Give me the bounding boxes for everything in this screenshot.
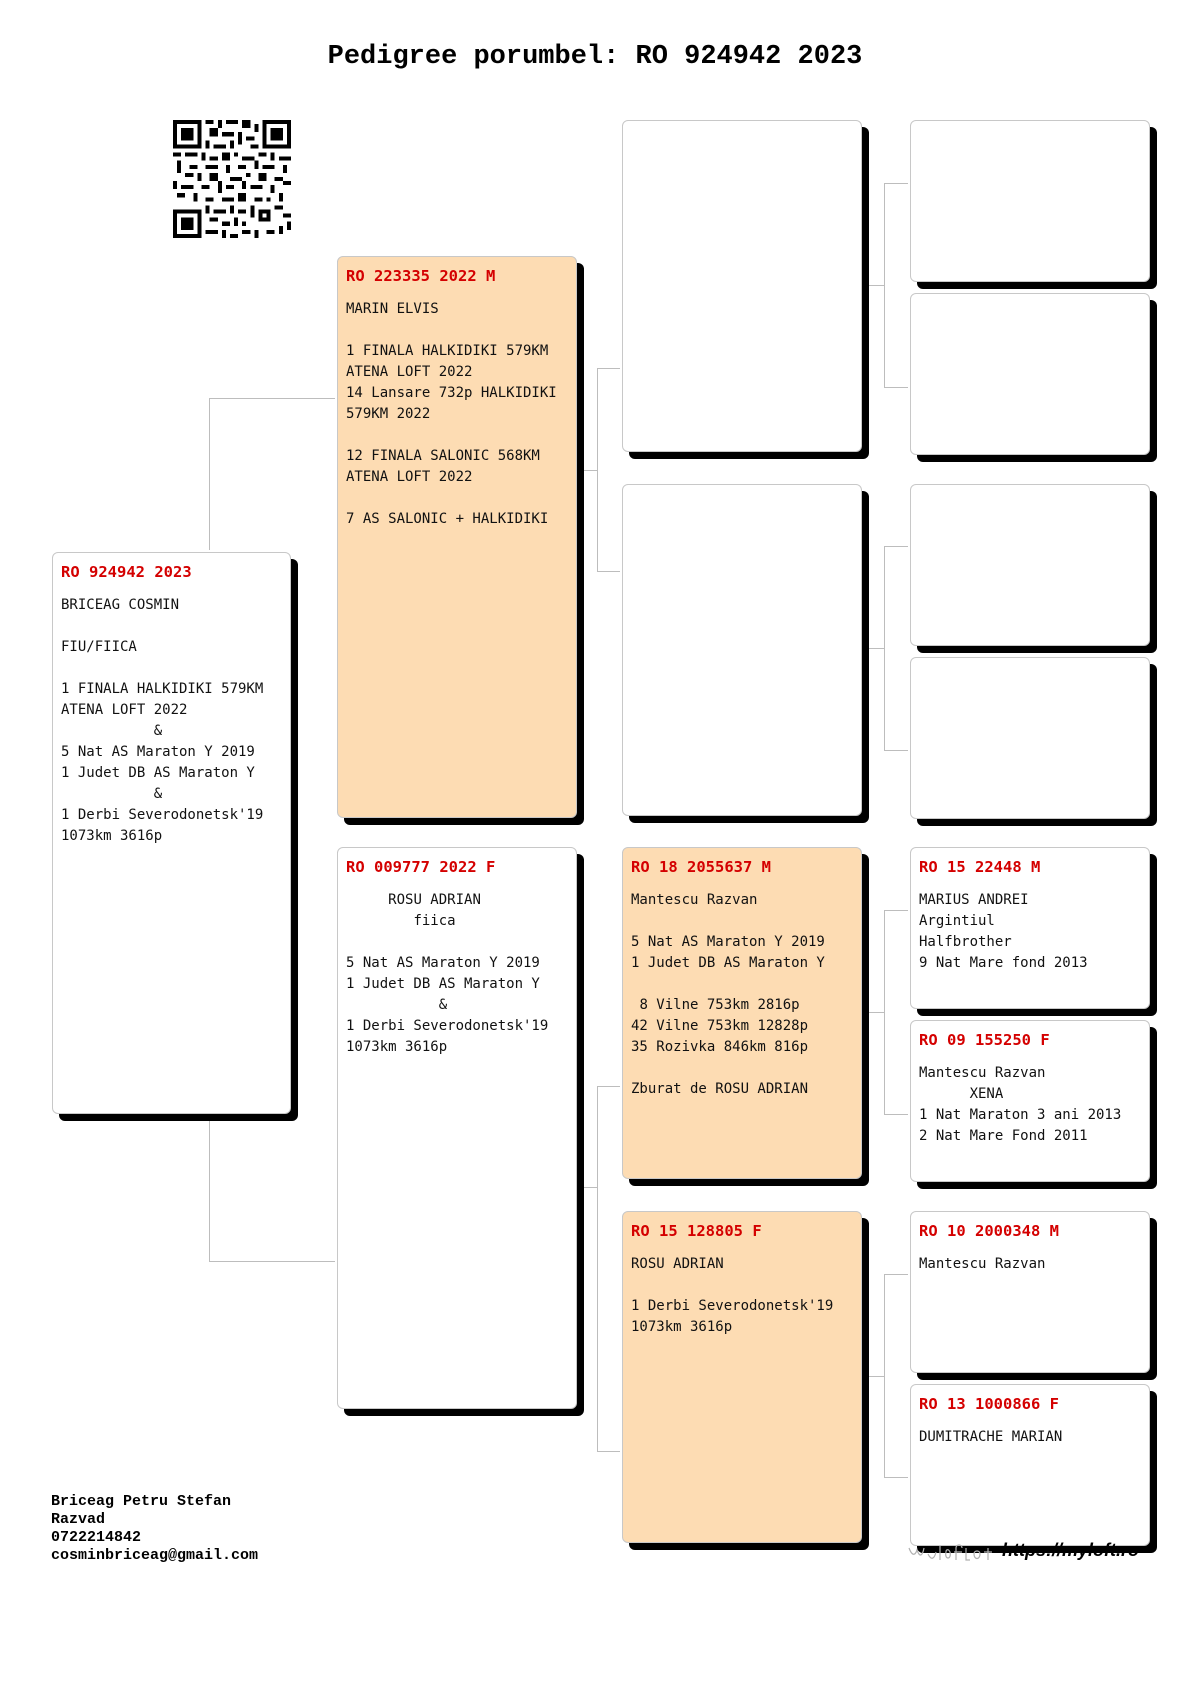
dd-sire-ring: RO 10 2000348 M [919,1222,1059,1240]
owner-email[interactable]: cosminbriceag@gmail.com [51,1547,259,1564]
dd-sire-details: Mantescu Razvan [919,1256,1046,1272]
sire-card[interactable] [337,256,577,818]
ss-sire-card[interactable] [910,120,1150,282]
dam-dam-details: ROSU ADRIAN 1 Derbi Severodonetsk'19 1073km 3616p [631,1256,834,1335]
owner-location: Razvad [51,1511,106,1528]
dd-dam-details: DUMITRACHE MARIAN [919,1429,1063,1445]
dam-ring: RO 009777 2022 F [346,858,496,876]
ds-sire-card[interactable] [910,847,1150,1009]
subject-card[interactable] [52,552,291,1114]
page-title: Pedigree porumbel: RO 924942 2023 [327,42,863,72]
sire-ring: RO 223335 2022 M [346,267,496,285]
website-link[interactable]: https://myloft.ro [1002,1540,1139,1560]
ds-sire-ring: RO 15 22448 M [919,858,1041,876]
subject-details: BRICEAG COSMIN FIU/FIICA 1 FINALA HALKIDIKI 579KM ATENA LOFT 2022 & 5 Nat AS Maraton Y 2019 1 Judet DB AS Maraton Y & 1 Derbi Severodonetsk'19 1073km 3616p [61,597,264,844]
owner-phone: 0722214842 [51,1529,142,1546]
dam-details: ROSU ADRIAN fiica 5 Nat AS Maraton Y 2019 1 Judet DB AS Maraton Y & 1 Derbi Severodonetsk'19 1073km 3616p [346,892,549,1055]
ds-dam-ring: RO 09 155250 F [919,1031,1050,1049]
dam-sire-details: Mantescu Razvan 5 Nat AS Maraton Y 2019 1 Judet DB AS Maraton Y 8 Vilne 753km 2816p 42 Vilne 753km 12828p 35 Rozivka 846km 816p Zburat de ROSU ADRIAN [631,892,825,1097]
sire-dam-card[interactable] [622,484,862,816]
subject-ring: RO 924942 2023 [61,563,192,581]
dd-dam-ring: RO 13 1000866 F [919,1395,1059,1413]
ds-sire-details: MARIUS ANDREI Argintiul Halfbrother 9 Nat Mare fond 2013 [919,892,1088,971]
sd-sire-card[interactable] [910,484,1150,646]
ds-dam-card[interactable] [910,1020,1150,1182]
myloft-logo [906,1540,998,1566]
ds-dam-details: Mantescu Razvan XENA 1 Nat Maraton 3 ani 2013 2 Nat Mare Fond 2011 [919,1065,1122,1144]
dd-dam-card[interactable] [910,1384,1150,1546]
sd-dam-card[interactable] [910,657,1150,819]
qr-code [173,120,291,238]
owner-name: Briceag Petru Stefan [51,1493,232,1510]
sire-sire-card[interactable] [622,120,862,452]
dam-sire-card[interactable] [622,847,862,1179]
ss-dam-card[interactable] [910,293,1150,455]
dam-sire-ring: RO 18 2055637 M [631,858,771,876]
dam-card[interactable] [337,847,577,1409]
dam-dam-ring: RO 15 128805 F [631,1222,762,1240]
dam-dam-card[interactable] [622,1211,862,1543]
dd-sire-card[interactable] [910,1211,1150,1373]
owner-info [51,1493,258,1565]
sire-details: MARIN ELVIS 1 FINALA HALKIDIKI 579KM ATENA LOFT 2022 14 Lansare 732p HALKIDIKI 579KM 2022 12 FINALA SALONIC 568KM ATENA LOFT 2022 7 AS SALONIC + HALKIDIKI [346,301,557,527]
